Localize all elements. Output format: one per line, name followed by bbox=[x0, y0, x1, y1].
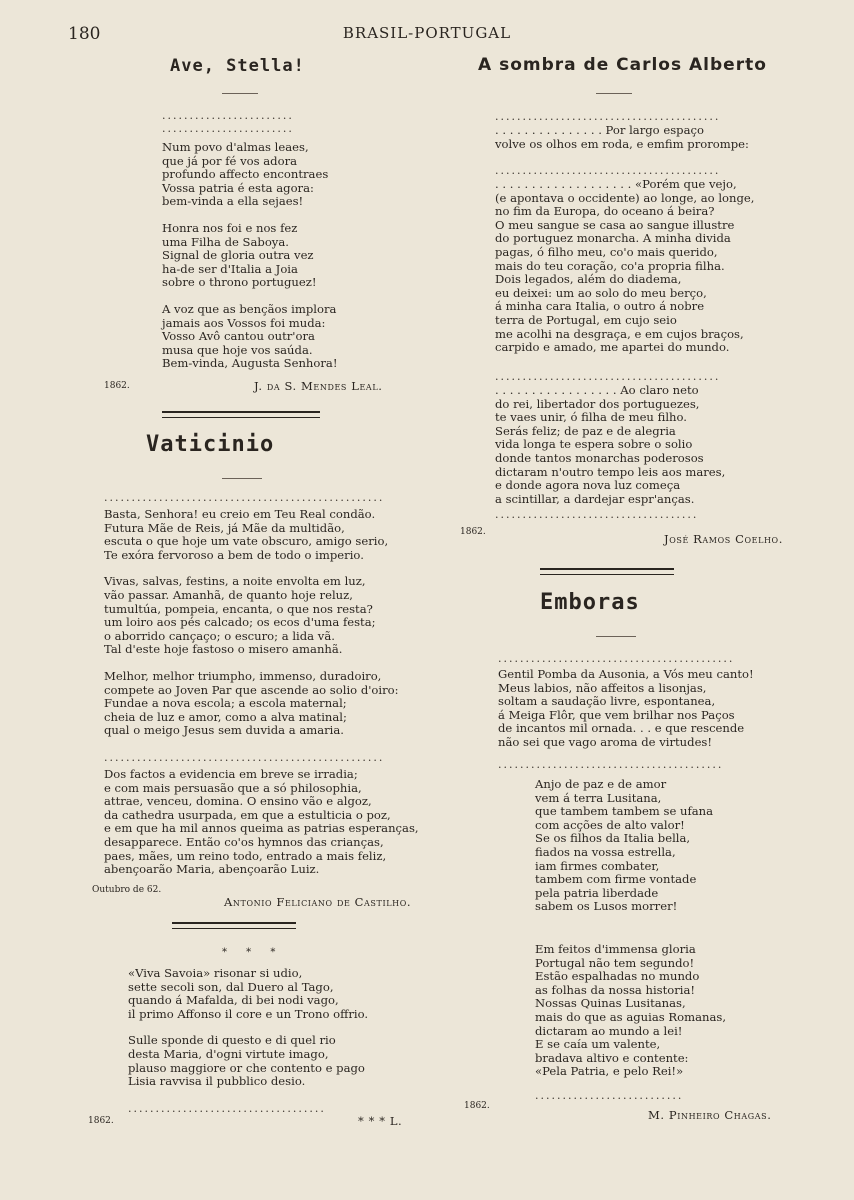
verse-line: bem-vinda a ella sejaes! bbox=[162, 194, 304, 209]
poem-year: 1862. bbox=[460, 527, 486, 537]
verse-line: profundo affecto encontraes bbox=[162, 167, 329, 182]
poem-author: Antonio Feliciano de Castilho. bbox=[224, 895, 412, 909]
verse-line: e donde agora nova luz começa bbox=[495, 478, 681, 493]
verse-line: Te exóra fervoroso a bem de todo o imperio. bbox=[104, 547, 364, 562]
verse-line: jamais aos Vossos foi muda: bbox=[162, 315, 326, 330]
poem-title-ave-stella: Ave, Stella! bbox=[170, 56, 305, 76]
verse-line: mais do teu coração, co'a propria filha. bbox=[495, 258, 725, 273]
verse-line: desta Maria, d'ogni virtute imago, bbox=[128, 1046, 329, 1061]
verse-line: «Viva Savoia» risonar si udio, bbox=[128, 966, 303, 980]
verse-line: tambem com firme vontade bbox=[535, 872, 697, 887]
verse-line: attrae, venceu, domina. O ensino vão e algoz, bbox=[104, 794, 372, 809]
verse-line: mais do que as aguias Romanas, bbox=[535, 1009, 727, 1024]
ellipsis-row: ........................ bbox=[162, 109, 294, 122]
verse-line: . . . . . . . . . . . . . . . Por largo espaço bbox=[495, 123, 704, 137]
verse-line: Lisia ravvisa il pubblico desio. bbox=[128, 1074, 306, 1089]
verse-line: no fim da Europa, do oceano á beira? bbox=[495, 204, 715, 219]
verse-line: Anjo de paz e de amor bbox=[535, 777, 667, 791]
poem-year: 1862. bbox=[104, 381, 130, 391]
title-rule bbox=[222, 93, 258, 94]
verse-line: carpido e amado, me apartei do mundo. bbox=[495, 340, 730, 355]
verse-line: Meus labios, não affeitos a lisonjas, bbox=[498, 680, 707, 695]
verse-line: do rei, libertador dos portuguezes, bbox=[495, 396, 700, 411]
verse-line: que tambem tambem se ufana bbox=[535, 804, 714, 819]
poem-author: J. da S. Mendes Leal. bbox=[254, 379, 383, 393]
poem-author: José Ramos Coelho. bbox=[664, 532, 783, 546]
ellipsis-row: ......................................... bbox=[498, 758, 724, 771]
verse-line: Vivas, salvas, festins, a noite envolta em luz, bbox=[104, 574, 366, 589]
verse-line: Estão espalhadas no mundo bbox=[535, 969, 700, 984]
verse-line: sobre o throno portuguez! bbox=[162, 275, 317, 290]
verse-line: Gentil Pomba da Ausonia, a Vós meu canto! bbox=[498, 667, 754, 681]
ellipsis-row: ..................................... bbox=[495, 508, 699, 521]
verse-line: . . . . . . . . . . . . . . . . . . . «Porém que vejo, bbox=[495, 177, 737, 191]
verse-line: vida longa te espera sobre o solio bbox=[495, 437, 693, 452]
poem-title-vaticinio: Vaticinio bbox=[146, 432, 275, 457]
poem-author: * * * L. bbox=[358, 1114, 403, 1128]
verse-line: iam firmes combater, bbox=[535, 858, 660, 873]
verse-line: Em feitos d'immensa gloria bbox=[535, 942, 696, 956]
ellipsis-row: ................................................... bbox=[104, 491, 385, 504]
poem-body-italian bbox=[128, 967, 368, 1089]
verse-line: eu deixei: um ao solo do meu berço, bbox=[495, 285, 707, 300]
verse-line: volve os olhos em roda, e emfim prorompe: bbox=[495, 136, 749, 151]
verse-line: tumultúa, pompeia, encanta, o que nos resta? bbox=[104, 601, 373, 616]
poem-title-sombra: A sombra de Carlos Alberto bbox=[478, 55, 767, 75]
verse-line: vem á terra Lusitana, bbox=[535, 790, 662, 805]
ellipsis-row: ........................................... bbox=[498, 652, 735, 665]
verse-line: não sei que vago aroma de virtudes! bbox=[498, 734, 713, 749]
ellipsis-row: ................................................... bbox=[104, 751, 385, 764]
verse-line: me acolhi na desgraça, e em cujos braços, bbox=[495, 326, 744, 341]
verse-line: á Meiga Flôr, que vem brilhar nos Paços bbox=[498, 707, 735, 722]
verse-line: e em que ha mil annos queima as patrias esperanças, bbox=[104, 821, 419, 836]
verse-line: A voz que as bençãos implora bbox=[162, 301, 337, 316]
verse-line: do portuguez monarcha. A minha divida bbox=[495, 231, 731, 246]
verse-line: de incantos mil ornada. . . e que rescende bbox=[498, 721, 745, 736]
verse-line: donde tantos monarchas poderosos bbox=[495, 450, 704, 465]
verse-line: fiados na vossa estrella, bbox=[535, 844, 676, 859]
verse-line: Fundae a nova escola; a escola maternal; bbox=[104, 696, 347, 711]
verse-line: plauso maggiore or che contento e pago bbox=[128, 1060, 365, 1075]
verse-line: Bem-vinda, Augusta Senhora! bbox=[162, 356, 338, 371]
page-number: 180 bbox=[68, 24, 101, 44]
verse-line: pela patria liberdade bbox=[535, 885, 659, 900]
verse-line: a scintillar, a dardejar espr'anças. bbox=[495, 491, 695, 506]
verse-line: ha-de ser d'Italia a Joia bbox=[162, 261, 298, 276]
poem-body-emboras-1 bbox=[498, 668, 754, 750]
verse-line: vão passar. Amanhã, de quanto hoje reluz, bbox=[104, 587, 353, 602]
verse-line: pagas, ó filho meu, co'o mais querido, bbox=[495, 244, 718, 259]
running-title: BRASIL-PORTUGAL bbox=[342, 24, 512, 42]
verse-line: Nossas Quinas Lusitanas, bbox=[535, 996, 686, 1011]
poem-year: 1862. bbox=[88, 1116, 114, 1126]
poem-author: M. Pinheiro Chagas. bbox=[648, 1108, 772, 1122]
stanza bbox=[104, 508, 399, 562]
verse-line: e com mais persuasão que a só philosophia, bbox=[104, 780, 362, 795]
verse-line: Dois legados, além do diadema, bbox=[495, 272, 682, 287]
poem-date: Outubro de 62. bbox=[92, 885, 162, 895]
verse-line: com acções de alto valor! bbox=[535, 817, 685, 832]
stanza bbox=[162, 141, 338, 209]
poem-body-emboras-3 bbox=[535, 943, 726, 1079]
poem-body-ave-stella bbox=[162, 141, 338, 371]
verse-line: soltam a saudação livre, espontanea, bbox=[498, 694, 716, 709]
verse-line: Vosso Avô cantou outr'ora bbox=[162, 329, 315, 344]
verse-line: á minha cara Italia, o outro á nobre bbox=[495, 299, 705, 314]
verse-line: te vaes unir, ó filha de meu filho. bbox=[495, 410, 687, 425]
section-divider bbox=[172, 922, 296, 929]
verse-line: cheia de luz e amor, como a alva matinal; bbox=[104, 709, 347, 724]
verse-line: da cathedra usurpada, em que a estulticia o poz, bbox=[104, 807, 391, 822]
poem-body-sombra-2 bbox=[495, 178, 754, 355]
verse-line: quando á Mafalda, di bei nodi vago, bbox=[128, 993, 339, 1008]
verse-line: Se os filhos da Italia bella, bbox=[535, 831, 691, 846]
verse-line: Honra nos foi e nos fez bbox=[162, 220, 298, 235]
ellipsis-row: ......................................... bbox=[495, 370, 721, 383]
verse-line: as folhas da nossa historia! bbox=[535, 982, 696, 997]
poem-body-sombra-3 bbox=[495, 384, 725, 506]
title-rule bbox=[596, 93, 632, 94]
stanza bbox=[162, 303, 338, 371]
verse-line: que já por fé vos adora bbox=[162, 153, 298, 168]
verse-line: musa que hoje vos saúda. bbox=[162, 342, 313, 357]
section-divider bbox=[540, 568, 674, 575]
asterism: * * * bbox=[222, 947, 284, 958]
ellipsis-row: .................................... bbox=[128, 1102, 326, 1115]
poem-body-vaticinio bbox=[104, 508, 399, 738]
verse-line: Dos factos a evidencia em breve se irradia; bbox=[104, 767, 358, 781]
verse-line: Signal de gloria outra vez bbox=[162, 248, 314, 263]
title-rule bbox=[596, 636, 636, 637]
verse-line: dictaram n'outro tempo leis aos mares, bbox=[495, 464, 726, 479]
stanza bbox=[128, 967, 368, 1021]
verse-line: compete ao Joven Par que ascende ao solio d'oiro: bbox=[104, 682, 399, 697]
ellipsis-row: ......................................... bbox=[495, 164, 721, 177]
verse-line: escuta o que hoje um vate obscuro, amigo serio, bbox=[104, 534, 389, 549]
verse-line: Futura Mãe de Reis, já Mãe da multidão, bbox=[104, 520, 345, 535]
ellipsis-row: ........................... bbox=[535, 1089, 684, 1102]
stanza bbox=[104, 575, 399, 657]
verse-line: sabem os Lusos morrer! bbox=[535, 899, 678, 914]
verse-line: sette secoli son, dal Duero al Tago, bbox=[128, 979, 334, 994]
verse-line: Num povo d'almas leaes, bbox=[162, 140, 309, 154]
verse-line: Tal d'este hoje fastoso o misero amanhã. bbox=[104, 642, 343, 657]
verse-line: E se caía um valente, bbox=[535, 1037, 661, 1052]
verse-line: um loiro aos pés calcado; os ecos d'uma festa; bbox=[104, 615, 376, 630]
verse-line: Melhor, melhor triumpho, immenso, duradoiro, bbox=[104, 668, 382, 683]
verse-line: o aborrido cançaço; o escuro; a lida vã. bbox=[104, 628, 335, 643]
verse-line: Basta, Senhora! eu creio em Teu Real condão. bbox=[104, 507, 376, 521]
verse-line: paes, mães, um reino todo, entrado a mais feliz, bbox=[104, 848, 387, 863]
verse-line: uma Filha de Saboya. bbox=[162, 234, 289, 249]
poem-body-sombra-1 bbox=[495, 124, 749, 151]
ellipsis-row: ........................ bbox=[162, 122, 294, 135]
section-divider bbox=[162, 411, 320, 418]
verse-line: il primo Affonso il core e un Trono offrio. bbox=[128, 1006, 369, 1021]
verse-line: abençoarão Maria, abençoarão Luiz. bbox=[104, 862, 320, 877]
verse-line: bradava altivo e contente: bbox=[535, 1050, 689, 1065]
verse-line: dictaram ao mundo a lei! bbox=[535, 1023, 683, 1038]
verse-line: (e apontava o occidente) ao longe, ao longe, bbox=[495, 190, 755, 205]
poem-body-vaticinio-cont bbox=[104, 768, 419, 877]
poem-body-emboras-2 bbox=[535, 778, 713, 914]
verse-line: Serás feliz; de paz e de alegria bbox=[495, 423, 676, 438]
verse-line: «Pela Patria, e pelo Rei!» bbox=[535, 1064, 684, 1079]
poem-title-emboras: Emboras bbox=[540, 590, 640, 615]
poem-year: 1862. bbox=[464, 1101, 490, 1111]
verse-line: . . . . . . . . . . . . . . . . . Ao claro neto bbox=[495, 383, 699, 397]
ellipsis-row: ......................................... bbox=[495, 110, 721, 123]
verse-line: Sulle sponde di questo e di quel rio bbox=[128, 1033, 336, 1048]
verse-line: Vossa patria é esta agora: bbox=[162, 180, 314, 195]
verse-line: O meu sangue se casa ao sangue illustre bbox=[495, 217, 735, 232]
verse-line: terra de Portugal, em cujo seio bbox=[495, 312, 677, 327]
verse-line: Portugal não tem segundo! bbox=[535, 955, 695, 970]
title-rule bbox=[222, 478, 262, 479]
stanza bbox=[162, 222, 338, 290]
verse-line: desapparece. Então co'os hymnos das crianças, bbox=[104, 834, 384, 849]
stanza bbox=[535, 778, 713, 914]
verse-line: qual o meigo Jesus sem duvida a amaria. bbox=[104, 723, 344, 738]
stanza bbox=[104, 670, 399, 738]
stanza bbox=[128, 1034, 368, 1088]
